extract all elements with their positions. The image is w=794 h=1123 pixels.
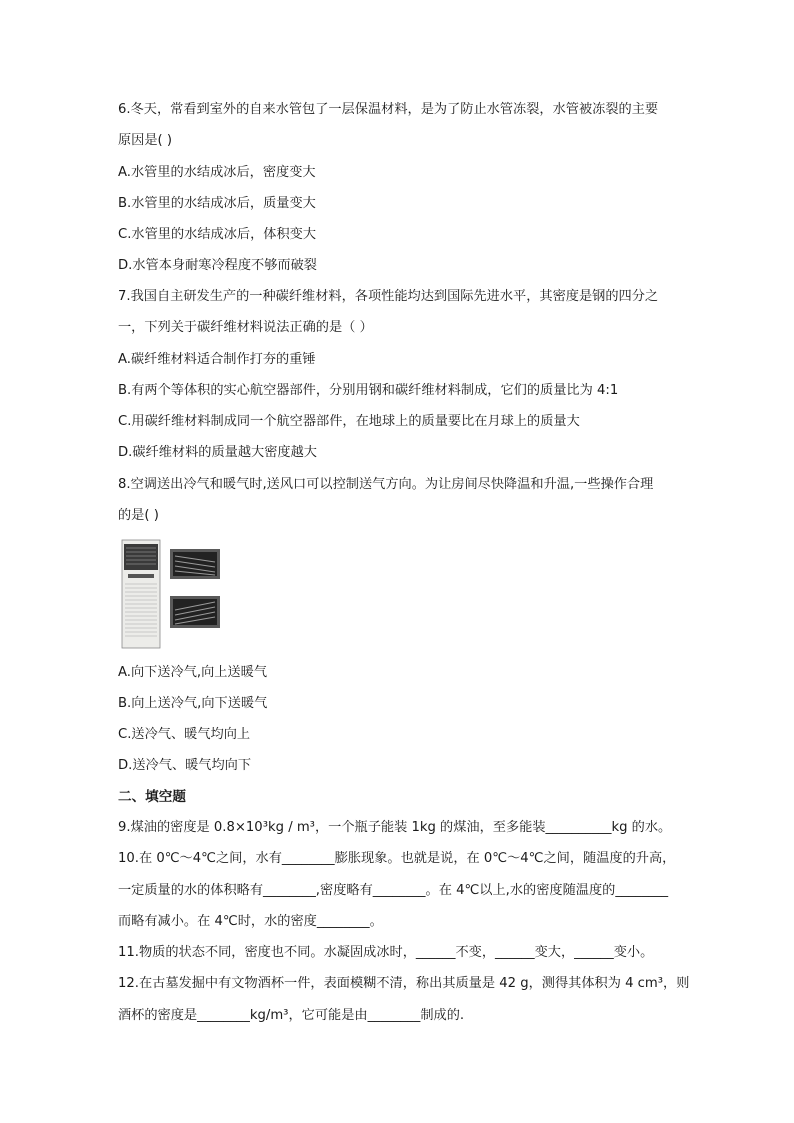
q8-stem-line2: 的是( ) bbox=[118, 508, 159, 523]
q7-stem-line2: 一，下列关于碳纤维材料说法正确的是（ ） bbox=[118, 320, 373, 335]
q11-text: 11.物质的状态不同，密度也不同。水凝固成冰时，______不变，______变大，______变小。 bbox=[118, 945, 654, 960]
q7-option-d: D.碳纤维材料的质量越大密度越大 bbox=[118, 445, 317, 460]
q8-stem-line1: 8.空调送出冷气和暖气时,送风口可以控制送气方向。为让房间尽快降温和升温,一些操作合理 bbox=[118, 477, 654, 492]
q7-option-a: A.碳纤维材料适合制作打夯的重锤 bbox=[118, 352, 316, 367]
q8-option-c: C.送冷气、暖气均向上 bbox=[118, 727, 251, 742]
q9-text: 9.煤油的密度是 0.8×10³kg / m³，一个瓶子能装 1kg 的煤油，至多能装__________kg 的水。 bbox=[118, 820, 672, 835]
q6-option-c: C.水管里的水结成冰后，体积变大 bbox=[118, 227, 317, 242]
q10-line1: 10.在 0℃～4℃之间，水有________膨胀现象。也就是说，在 0℃～4℃之间，随温度的升高， bbox=[118, 851, 676, 866]
q6-stem-line2: 原因是( ) bbox=[118, 133, 173, 148]
air-conditioner-figure bbox=[120, 538, 230, 650]
q8-option-b: B.向上送冷气,向下送暖气 bbox=[118, 696, 268, 711]
q6-option-d: D.水管本身耐寒冷程度不够而破裂 bbox=[118, 258, 317, 273]
q10-line2: 一定质量的水的体积略有________,密度略有________。在 4℃以上,水的密度随温度的________ bbox=[118, 883, 669, 898]
q7-stem-line1: 7.我国自主研发生产的一种碳纤维材料，各项性能均达到国际先进水平，其密度是钢的四分之 bbox=[118, 289, 659, 304]
q6-option-b: B.水管里的水结成冰后，质量变大 bbox=[118, 196, 316, 211]
q6-option-a: A.水管里的水结成冰后，密度变大 bbox=[118, 165, 316, 180]
q7-option-b: B.有两个等体积的实心航空器部件，分别用钢和碳纤维材料制成，它们的质量比为 4:1 bbox=[118, 383, 619, 398]
q6-stem-line1: 6.冬天，常看到室外的自来水管包了一层保温材料，是为了防止水管冻裂，水管被冻裂的主要 bbox=[118, 102, 659, 117]
q8-option-d: D.送冷气、暖气均向下 bbox=[118, 758, 252, 773]
q10-line3: 而略有减小。在 4℃时，水的密度________。 bbox=[118, 914, 383, 929]
q12-line1: 12.在古墓发掘中有文物酒杯一件，表面模糊不清，称出其质量是 42 g，测得其体积为 4 cm³，则 bbox=[118, 976, 690, 991]
q8-option-a: A.向下送冷气,向上送暖气 bbox=[118, 665, 268, 680]
q12-line2: 酒杯的密度是________kg/m³，它可能是由________制成的. bbox=[118, 1008, 465, 1023]
floor-ac-unit-image bbox=[122, 540, 160, 648]
vent-louvers-upper-image bbox=[170, 549, 220, 579]
section-heading: 二、填空题 bbox=[118, 789, 186, 805]
q7-option-c: C.用碳纤维材料制成同一个航空器部件，在地球上的质量要比在月球上的质量大 bbox=[118, 414, 580, 429]
vent-louvers-lower-image bbox=[170, 596, 220, 628]
